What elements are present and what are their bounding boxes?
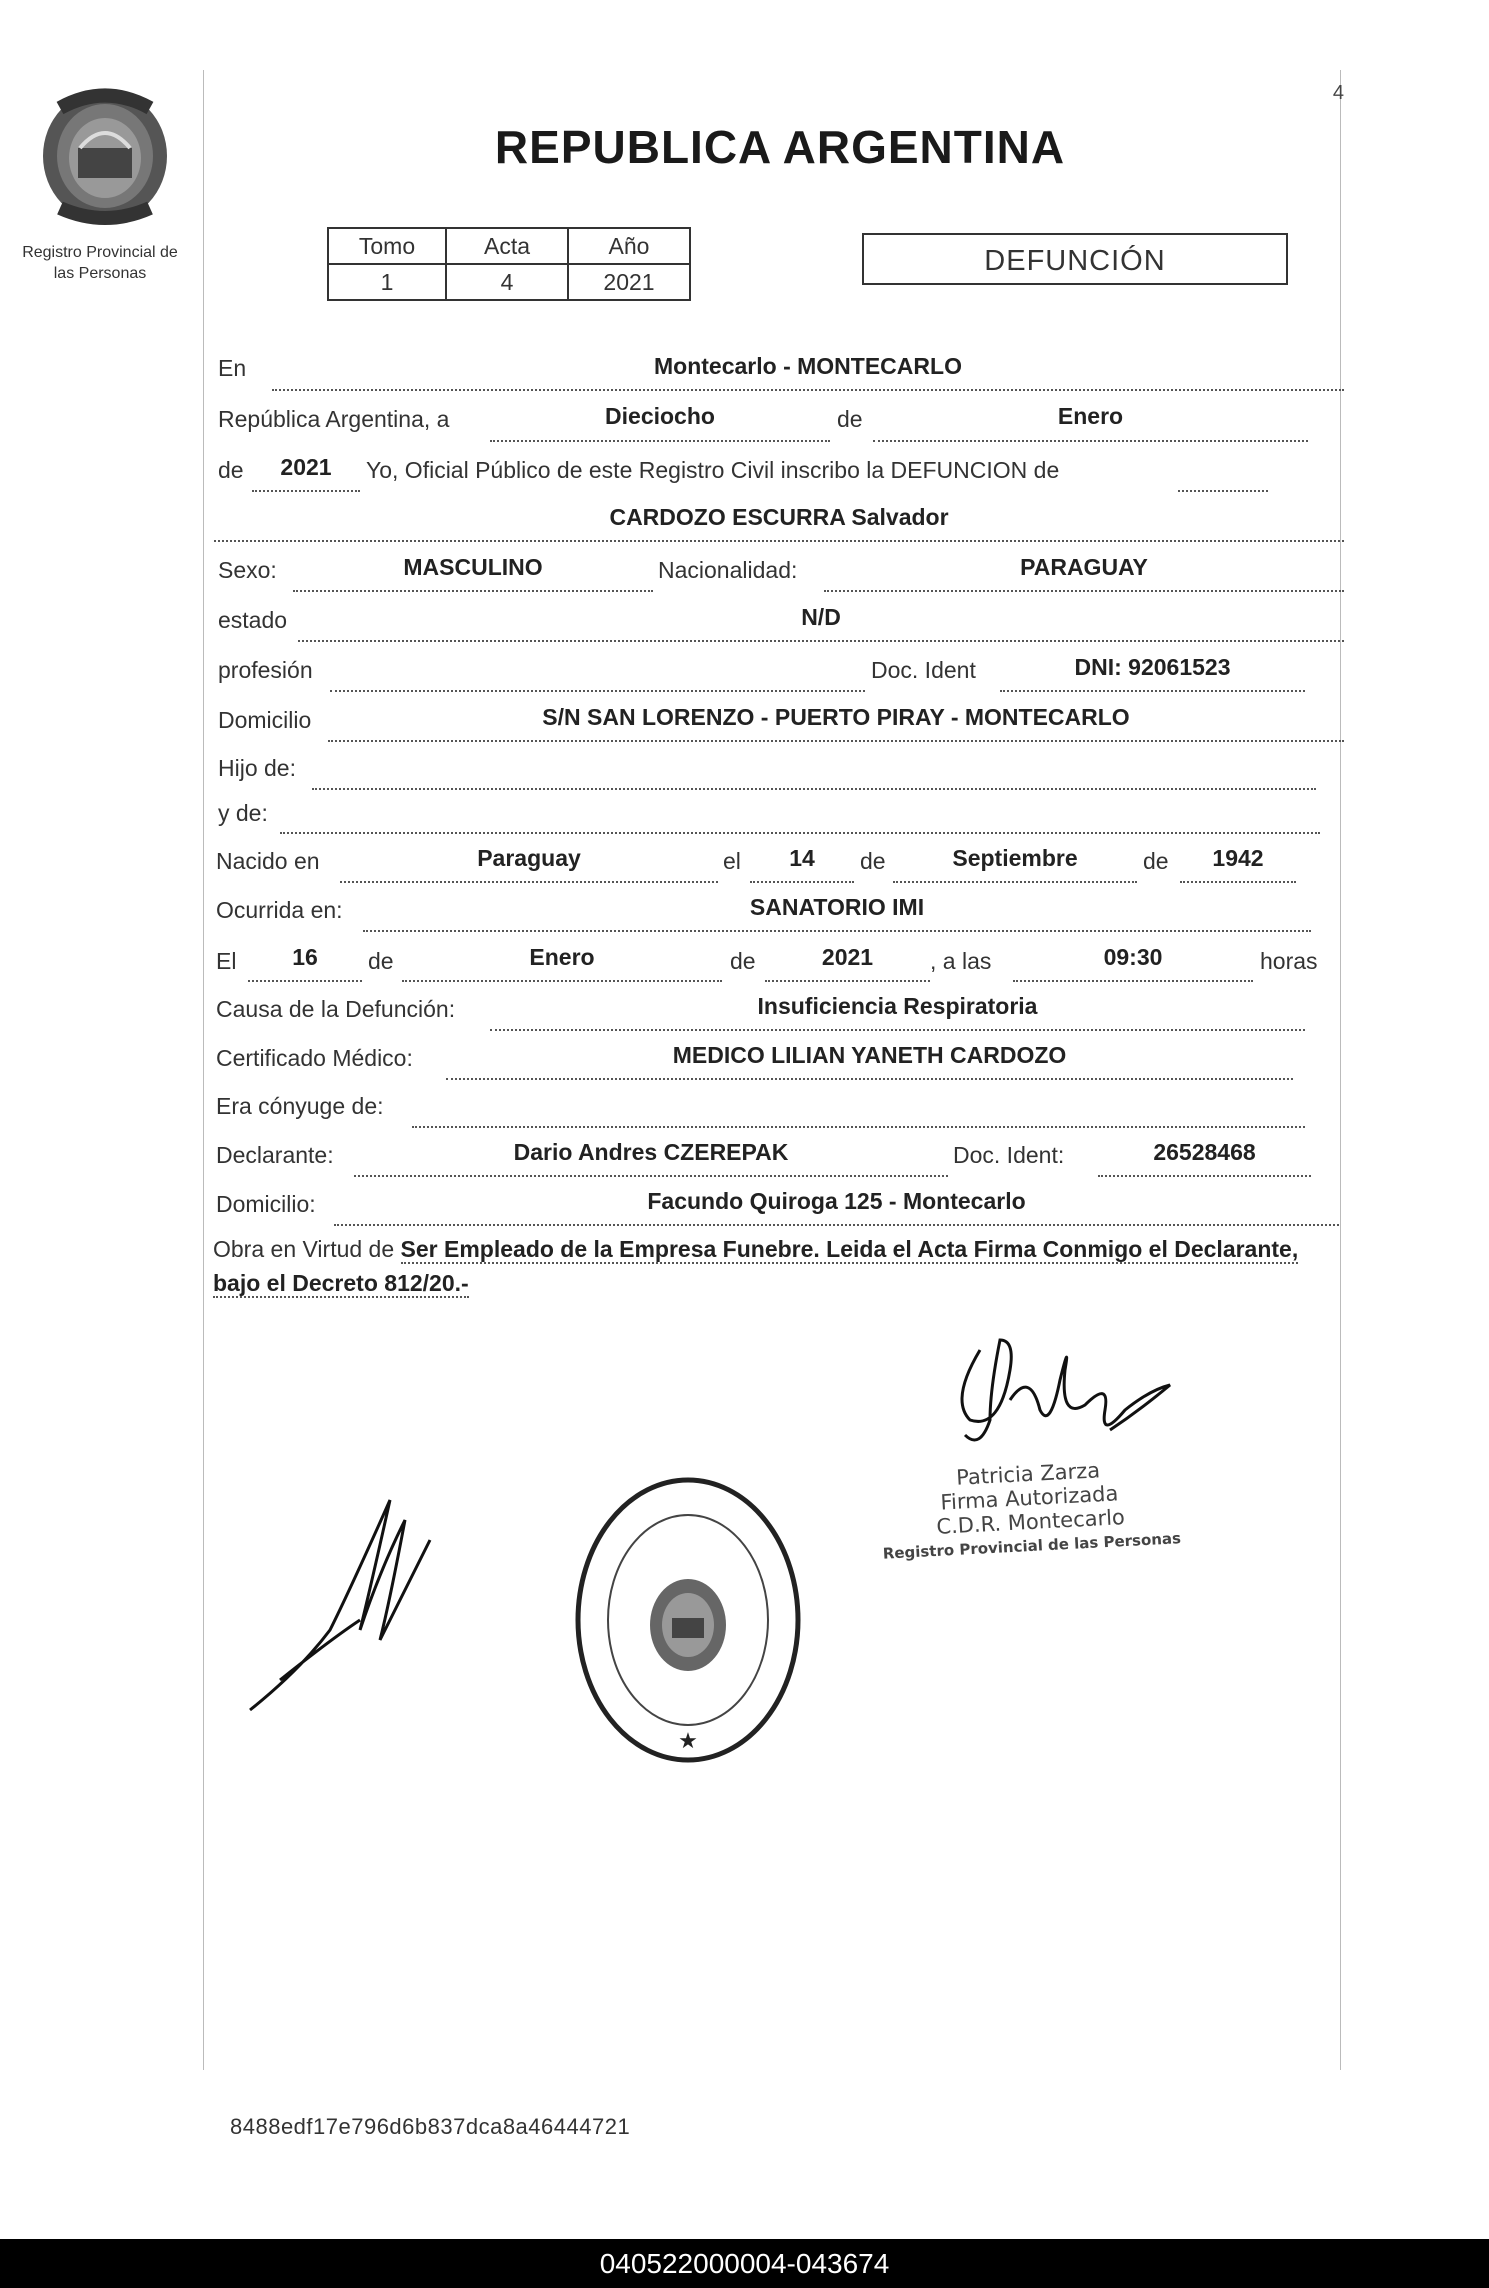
- estado-value: N/D: [801, 604, 841, 630]
- register-header-row: [328, 228, 690, 264]
- page-title: REPUBLICA ARGENTINA: [494, 121, 1066, 173]
- declarante-doc-line: [1098, 1175, 1311, 1177]
- signer-office: C.D.R. Montecarlo: [935, 1505, 1126, 1539]
- def-anio-value: 2021: [821, 944, 874, 970]
- ocurrida-en-label: Ocurrida en:: [216, 897, 343, 923]
- en-label: En: [218, 355, 247, 381]
- domicilio-line: [328, 740, 1344, 742]
- nac-dia-value: 14: [789, 845, 815, 871]
- statement-tail-line: [1178, 490, 1268, 492]
- declarant-signature-scribble: [240, 1480, 440, 1720]
- authorized-signature-scribble: [940, 1310, 1180, 1460]
- anio-value: 2021: [568, 264, 690, 300]
- de-label-6: de: [730, 948, 756, 974]
- conyuge-label: Era cónyuge de:: [216, 1093, 384, 1119]
- nombre-line: [214, 540, 1344, 542]
- def-hora-line: [1013, 980, 1253, 982]
- de-label-4: de: [1143, 848, 1169, 874]
- sexo-line: [293, 590, 653, 592]
- signer-registry: Registro Provincial de las Personas: [882, 1529, 1182, 1563]
- declarante-doc-value: 26528468: [1153, 1139, 1256, 1165]
- declarante-domicilio-value: Facundo Quiroga 125 - Montecarlo: [647, 1188, 1026, 1214]
- nac-anio-value: 1942: [1212, 845, 1264, 871]
- misiones-coat-of-arms-logo: [30, 78, 180, 228]
- ocurrida-en-line: [363, 930, 1311, 932]
- def-dia-line: [248, 980, 362, 982]
- domicilio-value: S/N SAN LORENZO - PUERTO PIRAY - MONTECARLO: [542, 704, 1130, 730]
- declarante-domicilio-line: [334, 1224, 1339, 1226]
- def-mes-line: [402, 980, 722, 982]
- a-las-label: , a las: [930, 948, 992, 974]
- nac-dia-line: [750, 881, 854, 883]
- nacido-en-line: [340, 881, 718, 883]
- document-hash: 8488edf17e796d6b837dca8a46444721: [230, 2114, 631, 2139]
- svg-text:★: ★: [678, 1729, 698, 1754]
- barcode-number-bar: 040522000004-043674: [0, 2239, 1489, 2288]
- page-number: 4: [1332, 82, 1344, 104]
- registry-caption: Registro Provincial de las Personas: [22, 244, 178, 282]
- register-table: [327, 227, 691, 301]
- nacionalidad-label: Nacionalidad:: [658, 557, 798, 583]
- left-margin-line: [203, 70, 204, 2070]
- nacionalidad-line: [824, 590, 1344, 592]
- de-label-2: de: [218, 457, 244, 483]
- lugar-line: [272, 389, 1344, 391]
- def-mes-value: Enero: [529, 944, 595, 970]
- sexo-label: Sexo:: [218, 557, 277, 583]
- nac-mes-line: [893, 881, 1137, 883]
- hijo-de-line: [312, 788, 1316, 790]
- signer-name: Patricia Zarza: [955, 1458, 1101, 1490]
- declarante-line: [354, 1175, 948, 1177]
- obra-text: Ser Empleado de la Empresa Funebre. Leida el Acta Firma Conmigo el Declarante, bajo el Decreto 812/20.-: [213, 1236, 1299, 1296]
- y-de-label: y de:: [218, 800, 268, 826]
- estado-line: [298, 640, 1344, 642]
- republica-label: República Argentina, a: [218, 406, 450, 432]
- de-label-3: de: [860, 848, 886, 874]
- anio-line: [252, 490, 360, 492]
- domicilio-2-label: Domicilio:: [216, 1191, 316, 1217]
- signer-role: Firma Autorizada: [939, 1481, 1119, 1515]
- certificado-value: MEDICO LILIAN YANETH CARDOZO: [672, 1042, 1067, 1068]
- causa-label: Causa de la Defunción:: [216, 996, 456, 1022]
- dia-value: Dieciocho: [605, 403, 715, 429]
- declarante-label: Declarante:: [216, 1142, 334, 1168]
- causa-line: [490, 1029, 1305, 1031]
- def-dia-value: 16: [292, 944, 318, 970]
- register-value-row: [328, 264, 690, 300]
- tomo-value: 1: [328, 264, 446, 300]
- nacido-en-value: Paraguay: [477, 845, 581, 871]
- obra-prefix: Obra en Virtud de: [213, 1236, 395, 1262]
- acta-value: 4: [446, 264, 568, 300]
- nac-mes-value: Septiembre: [952, 845, 1078, 871]
- obra-en-virtud-paragraph: [213, 1232, 1338, 1300]
- profesion-line: [330, 690, 865, 692]
- lugar-value: Montecarlo - MONTECARLO: [654, 353, 962, 379]
- tomo-header: Tomo: [328, 228, 446, 264]
- nac-anio-line: [1180, 881, 1296, 883]
- doc-ident-label: Doc. Ident: [871, 657, 976, 683]
- el-label: el: [723, 848, 741, 874]
- nacido-en-label: Nacido en: [216, 848, 320, 874]
- anio-header: Año: [568, 228, 690, 264]
- certificado-line: [446, 1078, 1293, 1080]
- el-cap-label: El: [216, 948, 237, 974]
- certificado-label: Certificado Médico:: [216, 1045, 413, 1071]
- de-label-1: de: [837, 406, 863, 432]
- profesion-label: profesión: [218, 657, 313, 683]
- official-registry-seal: [568, 1470, 808, 1770]
- acta-header: Acta: [446, 228, 568, 264]
- conyuge-line: [412, 1126, 1305, 1128]
- declarante-value: Dario Andres CZEREPAK: [513, 1139, 789, 1165]
- domicilio-label: Domicilio: [218, 707, 312, 733]
- y-de-line: [280, 832, 1320, 834]
- hijo-de-label: Hijo de:: [218, 755, 296, 781]
- nacionalidad-value: PARAGUAY: [1020, 554, 1148, 580]
- estado-label: estado: [218, 607, 288, 633]
- authorized-signature-stamp: [868, 1454, 1193, 1567]
- horas-label: horas: [1260, 948, 1318, 974]
- de-label-5: de: [368, 948, 394, 974]
- def-hora-value: 09:30: [1103, 944, 1163, 970]
- def-anio-line: [765, 980, 930, 982]
- doc-ident-2-label: Doc. Ident:: [953, 1142, 1065, 1168]
- anio-value: 2021: [280, 454, 332, 480]
- documento-line: [1000, 690, 1305, 692]
- causa-value: Insuficiencia Respiratoria: [757, 993, 1038, 1019]
- dia-line: [490, 440, 830, 442]
- nombre-value: CARDOZO ESCURRA Salvador: [609, 504, 949, 530]
- document-type-box: DEFUNCIÓN: [862, 233, 1288, 285]
- mes-line: [873, 440, 1308, 442]
- mes-value: Enero: [1057, 403, 1124, 429]
- ocurrida-en-value: SANATORIO IMI: [749, 894, 925, 920]
- documento-value: DNI: 92061523: [1074, 654, 1231, 680]
- oficial-statement: Yo, Oficial Público de este Registro Civil inscribo la DEFUNCION de: [366, 457, 1060, 483]
- sexo-value: MASCULINO: [403, 554, 543, 580]
